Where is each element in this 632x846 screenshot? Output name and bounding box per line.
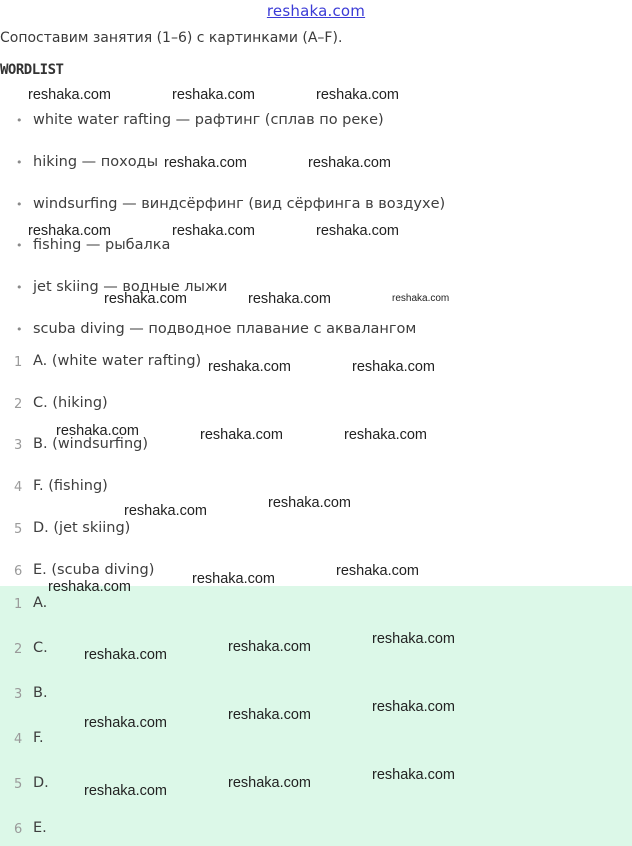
watermark: reshaka.com xyxy=(228,639,312,655)
answer-number: 2 xyxy=(14,642,23,657)
wordlist-item-text: hiking — походы xyxy=(33,154,159,170)
watermark: reshaka.com xyxy=(308,155,392,171)
answer-number: 4 xyxy=(14,480,23,495)
watermark: reshaka.com xyxy=(192,571,276,587)
answer-number: 1 xyxy=(14,355,23,370)
answer-number: 3 xyxy=(14,687,23,702)
answer-text: D. xyxy=(33,775,49,791)
watermark: reshaka.com xyxy=(48,579,132,595)
answer-text: E. xyxy=(33,820,47,836)
wordlist-item-text: fishing — рыбалка xyxy=(33,237,171,253)
answer-text: A. (white water rafting) xyxy=(33,353,202,369)
wordlist-item xyxy=(16,237,170,253)
watermark: reshaka.com xyxy=(392,293,450,304)
site-link-top[interactable]: reshaka.com xyxy=(266,2,366,20)
answer-text: A. xyxy=(33,595,48,611)
watermark: reshaka.com xyxy=(172,87,256,103)
wordlist-item xyxy=(16,112,384,128)
watermark: reshaka.com xyxy=(56,423,140,439)
answer-number: 2 xyxy=(14,397,23,412)
watermark: reshaka.com xyxy=(124,503,208,519)
bullet-icon: • xyxy=(16,198,23,211)
wordlist-item xyxy=(16,196,445,212)
watermark: reshaka.com xyxy=(316,223,400,239)
answer-number: 5 xyxy=(14,522,23,537)
answer-text: B. xyxy=(33,685,48,701)
watermark: reshaka.com xyxy=(84,647,168,663)
watermark: reshaka.com xyxy=(344,427,428,443)
wordlist-item xyxy=(16,154,158,170)
watermark: reshaka.com xyxy=(172,223,256,239)
watermark: reshaka.com xyxy=(336,563,420,579)
watermark: reshaka.com xyxy=(28,87,112,103)
bullet-icon: • xyxy=(16,281,23,294)
answer-text: F. (fishing) xyxy=(33,478,108,494)
bullet-icon: • xyxy=(16,239,23,252)
watermark: reshaka.com xyxy=(208,359,292,375)
watermark: reshaka.com xyxy=(104,291,188,307)
watermark: reshaka.com xyxy=(372,631,456,647)
wordlist-item-text: white water rafting — рафтинг (сплав по реке) xyxy=(33,112,384,128)
watermark: reshaka.com xyxy=(164,155,248,171)
wordlist-item-text: windsurfing — виндсёрфинг (вид сёрфинга в воздухе) xyxy=(33,196,446,212)
watermark: reshaka.com xyxy=(84,715,168,731)
watermark: reshaka.com xyxy=(372,699,456,715)
answer-number: 3 xyxy=(14,438,23,453)
answer-text: B. (windsurfing) xyxy=(33,436,148,452)
task-instruction: Сопоставим занятия (1–6) с картинками (A–F). xyxy=(0,30,343,46)
watermark: reshaka.com xyxy=(248,291,332,307)
watermark: reshaka.com xyxy=(84,783,168,799)
answer-text: C. (hiking) xyxy=(33,395,108,411)
answer-number: 6 xyxy=(14,822,23,837)
answer-text: D. (jet skiing) xyxy=(33,520,131,536)
watermark: reshaka.com xyxy=(28,223,112,239)
wordlist-item xyxy=(16,321,416,337)
watermark: reshaka.com xyxy=(352,359,436,375)
watermark: reshaka.com xyxy=(316,87,400,103)
watermark: reshaka.com xyxy=(268,495,352,511)
answer-number: 5 xyxy=(14,777,23,792)
answer-text: C. xyxy=(33,640,48,656)
bullet-icon: • xyxy=(16,323,23,336)
watermark: reshaka.com xyxy=(200,427,284,443)
wordlist-item-text: scuba diving — подводное плавание с аквалангом xyxy=(33,321,417,337)
watermark: reshaka.com xyxy=(228,707,312,723)
answer-text: F. xyxy=(33,730,44,746)
wordlist-heading: WORDLIST xyxy=(0,62,64,78)
bullet-icon: • xyxy=(16,156,23,169)
answer-text: E. (scuba diving) xyxy=(33,562,155,578)
watermark: reshaka.com xyxy=(228,775,312,791)
answer-number: 6 xyxy=(14,564,23,579)
answer-number: 1 xyxy=(14,597,23,612)
watermark: reshaka.com xyxy=(372,767,456,783)
bullet-icon: • xyxy=(16,114,23,127)
wordlist-item-text: jet skiing — водные лыжи xyxy=(33,279,228,295)
answer-number: 4 xyxy=(14,732,23,747)
